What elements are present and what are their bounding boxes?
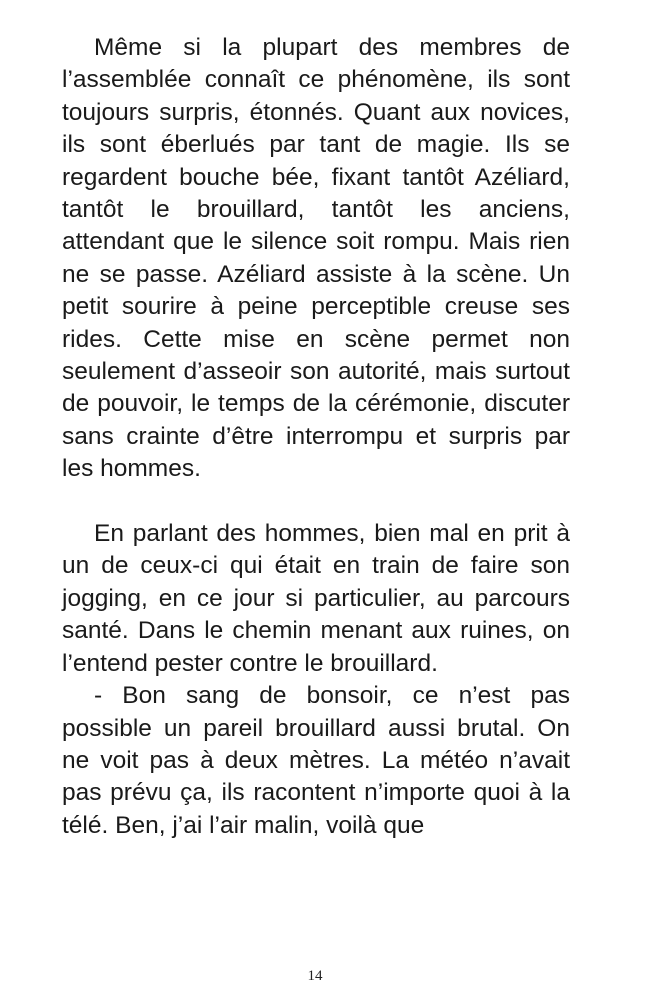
page-number: 14 — [307, 968, 323, 984]
page-body — [62, 32, 570, 842]
paragraph-assembly: Même si la plupart des membres de l’assemblée connaît ce phénomène, ils sont toujours surpris, étonnés. Quant aux novices, ils sont éberlués par tant de magie. Ils se regardent bouche bée, fixant tantôt Azéliard, tantôt le brouillard, tantôt les anciens, attendant que le silence soit rompu. Mais rien ne se passe. Azéliard assiste à la scène. Un petit sourire à peine perceptible creuse ses rides. Cette mise en scène permet non seulement d’asseoir son autorité, mais surtout de pouvoir, le temps de la cérémonie, discuter sans crainte d’être interrompu et surpris par les hommes. — [62, 34, 570, 483]
paragraph-dialogue: - Bon sang de bonsoir, ce n’est pas possible un pareil brouillard aussi brutal. On ne voit pas à deux mètres. La météo n’avait pas prévu ça, ils racontent n’importe quoi à la télé. Ben, j’ai l’air malin, voilà que — [62, 682, 570, 839]
paragraph-jogger: En parlant des hommes, bien mal en prit à un de ceux-ci qui était en train de faire son jogging, en ce jour si particulier, au parcours santé. Dans le chemin menant aux ruines, on l’entend pester contre le brouillard. — [62, 520, 570, 677]
